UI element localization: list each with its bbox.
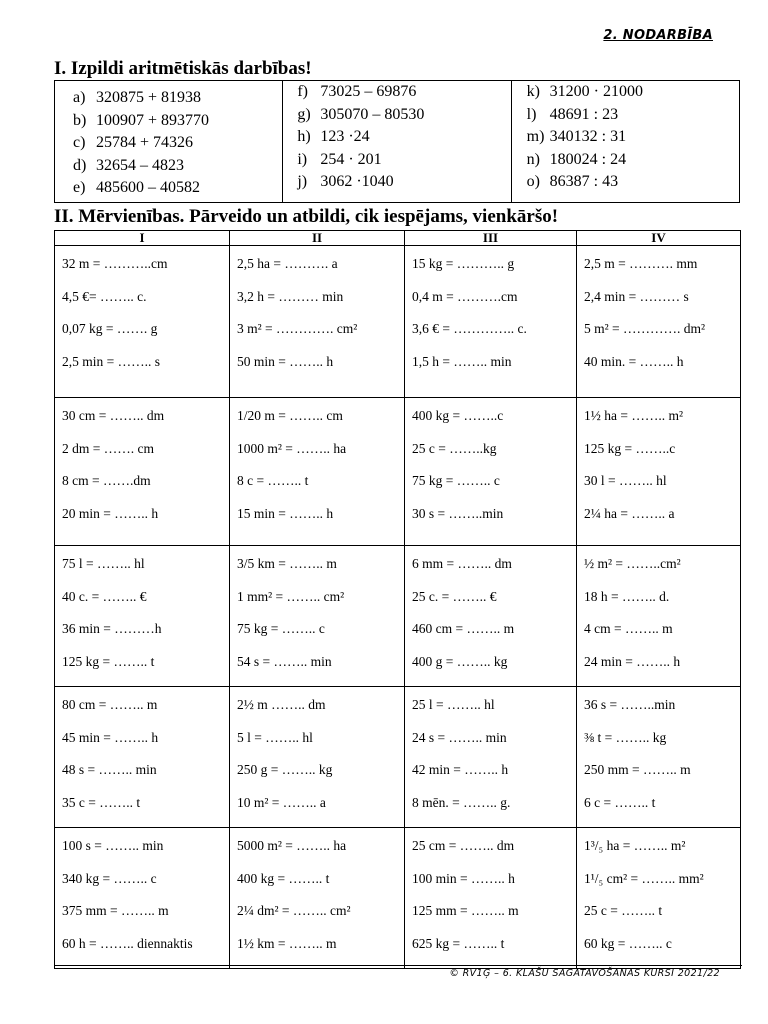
conversion-item: 100 min = …….. h [412, 870, 515, 886]
conversion-item: 40 c. = …….. € [62, 588, 147, 604]
conversion-item: 32 m = ………..cm [62, 256, 168, 271]
conversion-item: 125 mm = …….. m [412, 903, 519, 918]
conversion-item: ⅜ t = …….. kg [584, 729, 667, 745]
conversion-item: 3,2 h = ……… min [237, 288, 344, 304]
exercise-expression: 100907 + 893770 [96, 111, 210, 129]
conversion-item: 10 m² = …….. a [237, 794, 326, 810]
exercise-expression: 73025 – 69876 [320, 83, 417, 100]
conversion-item: 40 min. = …….. h [584, 353, 684, 369]
units-cell [577, 246, 741, 398]
column-header: II [230, 231, 405, 246]
conversion-item: 1¹/₅ cm² = …….. mm² [584, 870, 704, 886]
conversion-item: 1½ ha = …….. m² [584, 408, 684, 423]
conversion-item: 15 kg = ……….. g [412, 256, 515, 271]
exercise-expression: 32654 – 4823 [96, 156, 184, 174]
exercise-item [73, 177, 282, 200]
conversion-item: 6 mm = …….. dm [412, 556, 512, 571]
units-cell [230, 398, 405, 546]
exercise-item [73, 155, 282, 178]
conversion-item: 2,4 min = ……… s [584, 288, 689, 304]
exercise-item [527, 104, 739, 127]
conversion-item: 25 c = ……..kg [412, 440, 497, 456]
conversion-item: 250 mm = …….. m [584, 762, 691, 777]
conversion-item: 400 kg = …….. t [237, 870, 330, 886]
conversion-item: 48 s = …….. min [62, 762, 157, 777]
conversion-item: 25 c = …….. t [584, 903, 663, 918]
conversion-item: 80 cm = …….. m [62, 697, 158, 712]
conversion-item: 18 h = …….. d. [584, 588, 670, 604]
conversion-item: 30 l = …….. hl [584, 473, 667, 488]
column-header: III [405, 231, 577, 246]
conversion-item: 125 kg = ……..c [584, 440, 676, 456]
conversion-item: 375 mm = …….. m [62, 903, 169, 918]
units-cell [230, 687, 405, 828]
units-cell [55, 546, 230, 687]
conversion-item: 45 min = …….. h [62, 729, 159, 745]
exercise-expression: 123 ·24 [320, 128, 370, 145]
exercise-item [297, 126, 510, 149]
exercise-letter: n) [526, 150, 540, 168]
units-cell [55, 246, 230, 398]
units-row [55, 687, 741, 828]
exercise-item [527, 171, 739, 194]
units-cell [577, 398, 741, 546]
conversion-item: 36 min = ………h [62, 621, 162, 636]
conversion-item: 2,5 min = …….. s [62, 353, 160, 369]
units-cell [405, 828, 577, 969]
conversion-item: 400 g = …….. kg [412, 653, 508, 669]
units-cell [230, 246, 405, 398]
conversion-item: 20 min = …….. h [62, 505, 159, 521]
exercise-letter: f) [297, 83, 308, 100]
exercise-letter: g) [297, 105, 311, 123]
conversion-item: 3 m² = …………. cm² [237, 321, 358, 336]
exercise-item [73, 132, 282, 155]
units-row [55, 398, 741, 546]
column-header: IV [577, 231, 741, 246]
conversion-item: 75 kg = …….. c [412, 473, 500, 488]
exercise-letter: o) [526, 173, 540, 190]
conversion-item: 1/20 m = …….. cm [237, 408, 343, 423]
conversion-item: 2¼ dm² = …….. cm² [237, 903, 351, 918]
conversion-item: 2,5 ha = ………. a [237, 256, 338, 271]
conversion-item: 30 s = ……..min [412, 505, 504, 521]
units-cell [577, 687, 741, 828]
conversion-item: 42 min = …….. h [412, 762, 509, 777]
exercise-item [297, 104, 510, 127]
conversion-item: 3/5 km = …….. m [237, 556, 337, 571]
exercise-item [297, 171, 510, 194]
conversion-item: 75 kg = …….. c [237, 621, 325, 636]
units-row [55, 246, 741, 398]
conversion-item: 2 dm = ……. cm [62, 440, 154, 456]
exercise-letter: k) [526, 83, 540, 100]
exercise-letter: j) [297, 173, 308, 190]
units-cell [405, 246, 577, 398]
exercise-letter: l) [526, 105, 537, 123]
conversion-item: 60 kg = …….. c [584, 935, 672, 951]
conversion-item: 8 cm = …….dm [62, 473, 151, 488]
conversion-item: 1³/₅ ha = …….. m² [584, 838, 686, 853]
conversion-item: 35 c = …….. t [62, 794, 141, 810]
conversion-item: 125 kg = …….. t [62, 653, 155, 669]
section2-title: II. Mērvienības. Pārveido un atbildi, cik iespējams, vienkāršo! [54, 206, 559, 227]
conversion-item: 4 cm = …….. m [584, 621, 673, 636]
exercise-expression: 305070 – 80530 [320, 105, 425, 123]
units-cell [577, 546, 741, 687]
section1-title: I. Izpildi aritmētiskās darbības! [54, 58, 312, 79]
conversion-item: 24 s = …….. min [412, 729, 507, 745]
conversion-item: 625 kg = …….. t [412, 935, 505, 951]
units-cell [577, 828, 741, 969]
exercise-item [297, 149, 510, 172]
conversion-item: ½ m² = ……..cm² [584, 556, 681, 571]
arithmetic-column-3 [511, 81, 739, 203]
conversion-item: 25 c. = …….. € [412, 588, 497, 604]
conversion-item: 5000 m² = …….. ha [237, 838, 347, 853]
conversion-item: 4,5 €= …….. c. [62, 288, 147, 304]
conversion-item: 25 l = …….. hl [412, 697, 495, 712]
conversion-item: 100 s = …….. min [62, 838, 164, 853]
units-cell [405, 546, 577, 687]
arithmetic-table [54, 80, 740, 203]
units-cell [55, 828, 230, 969]
conversion-item: 8 mēn. = …….. g. [412, 794, 511, 810]
conversion-item: 1½ km = …….. m [237, 935, 337, 951]
units-cell [230, 828, 405, 969]
exercise-expression: 180024 : 24 [549, 150, 627, 168]
conversion-item: 1 mm² = …….. cm² [237, 588, 345, 604]
units-table [54, 230, 741, 969]
exercise-expression: 48691 : 23 [549, 105, 619, 123]
units-cell [230, 546, 405, 687]
lesson-tag: 2. NODARBĪBA [603, 28, 713, 43]
exercise-letter: m) [526, 128, 545, 145]
footer-text: © RV1Ģ – 6. KLAŠU SAGATAVOŠANAS KURSI 2021/22 [449, 968, 720, 979]
conversion-item: 3,6 € = ………….. c. [412, 321, 527, 336]
conversion-item: 2½ m …….. dm [237, 697, 326, 712]
exercise-letter: i) [297, 150, 308, 168]
exercise-item [527, 126, 739, 149]
exercise-letter: h) [297, 128, 311, 145]
conversion-item: 5 l = …….. hl [237, 729, 313, 745]
exercise-expression: 340132 : 31 [549, 128, 627, 145]
exercise-expression: 254 · 201 [320, 150, 382, 168]
units-row [55, 546, 741, 687]
arithmetic-column-2 [283, 81, 511, 203]
conversion-item: 24 min = …….. h [584, 653, 681, 669]
conversion-item: 2,5 m = ………. mm [584, 256, 698, 271]
exercise-item [527, 149, 739, 172]
conversion-item: 250 g = …….. kg [237, 762, 333, 777]
exercise-expression: 25784 + 74326 [96, 134, 194, 151]
exercise-expression: 31200 · 21000 [549, 83, 643, 100]
column-header: I [55, 231, 230, 246]
conversion-item: 1,5 h = …….. min [412, 353, 512, 369]
units-cell [405, 687, 577, 828]
exercise-letter: c) [73, 134, 86, 151]
conversion-item: 6 c = …….. t [584, 794, 656, 810]
conversion-item: 54 s = …….. min [237, 653, 332, 669]
exercise-item [527, 81, 739, 104]
exercise-item [73, 110, 282, 133]
exercise-expression: 3062 ·1040 [320, 173, 394, 190]
exercise-letter: e) [73, 179, 86, 196]
conversion-item: 25 cm = …….. dm [412, 838, 515, 853]
units-cell [55, 687, 230, 828]
conversion-item: 0,4 m = ……….cm [412, 288, 518, 304]
conversion-item: 5 m² = …………. dm² [584, 321, 706, 336]
exercise-expression: 86387 : 43 [549, 173, 619, 190]
exercise-letter: d) [73, 156, 87, 174]
exercise-letter: a) [73, 89, 86, 106]
conversion-item: 0,07 kg = ……. g [62, 321, 158, 336]
conversion-item: 60 h = …….. diennaktis [62, 935, 193, 951]
conversion-item: 2¼ ha = …….. a [584, 505, 675, 521]
conversion-item: 400 kg = ……..c [412, 408, 504, 423]
units-cell [405, 398, 577, 546]
conversion-item: 50 min = …….. h [237, 353, 334, 369]
exercise-expression: 320875 + 81938 [96, 89, 202, 106]
exercise-letter: b) [73, 111, 87, 129]
conversion-item: 8 c = …….. t [237, 473, 309, 488]
conversion-item: 36 s = ……..min [584, 697, 676, 712]
footer-divider [54, 965, 742, 966]
conversion-item: 75 l = …….. hl [62, 556, 145, 571]
conversion-item: 1000 m² = …….. ha [237, 440, 347, 456]
units-cell [55, 398, 230, 546]
conversion-item: 340 kg = …….. c [62, 870, 157, 886]
conversion-item: 460 cm = …….. m [412, 621, 515, 636]
exercise-item [297, 81, 510, 104]
exercise-expression: 485600 – 40582 [96, 179, 200, 196]
conversion-item: 15 min = …….. h [237, 505, 334, 521]
exercise-item [73, 87, 282, 110]
units-row [55, 828, 741, 969]
conversion-item: 30 cm = …….. dm [62, 408, 165, 423]
arithmetic-column-1 [55, 81, 283, 203]
units-header-row [55, 231, 741, 246]
